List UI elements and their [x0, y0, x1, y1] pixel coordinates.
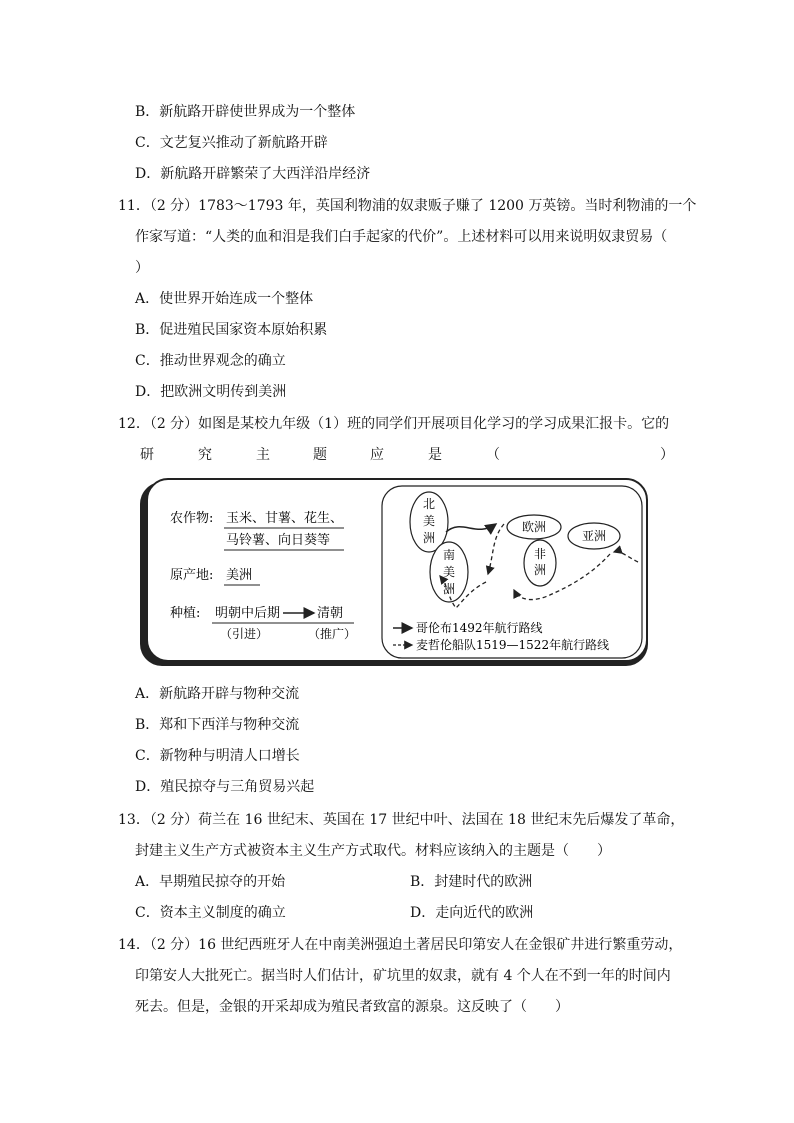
south-america-label-3: 洲 — [442, 582, 456, 596]
q12-stem-line1: 12．（2 分）如图是某校九年级（1）班的同学们开展项目化学习的学习成果汇报卡。它的 — [118, 416, 670, 432]
north-america-label-3: 洲 — [422, 531, 436, 545]
q12-spread-4: 题 — [313, 447, 327, 463]
q11-option-b: B．促进殖民国家资本原始积累 — [135, 322, 328, 338]
crops-label: 农作物: — [170, 511, 214, 526]
planting-label: 种植: — [170, 606, 201, 621]
q12-spread-8: ） — [660, 447, 674, 463]
q12-option-c: C．新物种与明清人口增长 — [135, 748, 300, 764]
north-america-label-2: 美 — [422, 514, 436, 528]
q13-option-a: A．早期殖民掠夺的开始 — [135, 874, 286, 890]
south-america-label-2: 美 — [442, 565, 456, 579]
q13-option-d: D．走向近代的欧洲 — [410, 905, 534, 921]
q11-stem-line2: 作家写道：“人类的血和泪是我们白手起家的代价”。上述材料可以用来说明奴隶贸易（ — [135, 229, 668, 245]
africa-label-1: 非 — [533, 547, 547, 561]
q12-option-a: A．新航路开辟与物种交流 — [135, 686, 300, 702]
legend-columbus: 哥伦布1492年航行路线 — [416, 621, 543, 635]
q11-option-a: A．使世界开始连成一个整体 — [135, 291, 314, 307]
q13-option-c: C．资本主义制度的确立 — [135, 905, 286, 921]
planting-from: 明朝中后期 — [215, 606, 281, 621]
columbus-route — [446, 524, 496, 532]
origin-label: 原产地: — [170, 568, 214, 583]
q12-spread-2: 究 — [198, 447, 212, 463]
q13-stem-line1: 13．（2 分）荷兰在 16 世纪末、英国在 17 世纪中叶、法国在 18 世纪末先后爆发了革命， — [118, 812, 685, 828]
planting-to-note: （推广） — [308, 627, 357, 641]
q10-option-b: B．新航路开辟使世界成为一个整体 — [135, 104, 356, 120]
q12-spread-1: 研 — [140, 447, 154, 463]
europe-label: 欧洲 — [521, 520, 547, 534]
q12-option-b: B．郑和下西洋与物种交流 — [135, 717, 300, 733]
q12-spread-6: 是 — [428, 447, 442, 463]
origin-value: 美洲 — [226, 568, 253, 583]
q11-option-d: D．把欧洲文明传到美洲 — [135, 384, 287, 400]
planting-to: 清朝 — [317, 606, 344, 621]
q13-stem-line2: 封建主义生产方式被资本主义生产方式取代。材料应该纳入的主题是（ ） — [135, 843, 611, 859]
q10-option-c: C．文艺复兴推动了新航路开辟 — [135, 135, 328, 151]
africa-label-2: 洲 — [533, 563, 547, 577]
q14-stem-line1: 14．（2 分）16 世纪西班牙人在中南美洲强迫土著居民印第安人在金银矿井进行繁重劳动， — [118, 937, 683, 953]
q10-option-d: D．新航路开辟繁荣了大西洋沿岸经济 — [135, 166, 371, 182]
asia-label: 亚洲 — [581, 529, 607, 543]
q12-spread-7: （ — [486, 447, 500, 463]
report-card — [140, 478, 652, 668]
legend-magellan: 麦哲伦船队1519—1522年航行路线 — [416, 638, 610, 652]
crops-line1: 玉米、甘薯、花生、 — [226, 511, 344, 526]
q14-stem-line2: 印第安人大批死亡。据当时人们估计，矿坑里的奴隶，就有 4 个人在不到一年的时间内 — [135, 968, 671, 984]
q12-spread-5: 应 — [370, 447, 384, 463]
magellan-route-pacific-entry — [614, 552, 638, 562]
south-america-label-1: 南 — [442, 548, 456, 562]
q13-option-b: B．封建时代的欧洲 — [410, 874, 533, 890]
crops-line2: 马铃薯、向日葵等 — [226, 533, 331, 548]
planting-from-note: （引进） — [220, 627, 269, 641]
q11-stem-line3: ） — [135, 260, 149, 276]
q11-stem-line1: 11．（2 分）1783～1793 年，英国利物浦的奴隶贩子赚了 1200 万英镑。当时利物浦的一个 — [118, 198, 697, 214]
q12-option-d: D．殖民掠夺与三角贸易兴起 — [135, 779, 315, 795]
north-america-label-1: 北 — [422, 497, 436, 511]
report-card-figure — [140, 478, 652, 668]
q12-spread-3: 主 — [256, 447, 270, 463]
magellan-route-atlantic — [488, 524, 504, 574]
q11-option-c: C．推动世界观念的确立 — [135, 353, 286, 369]
q14-stem-line3: 死去。但是，金银的开采却成为殖民者致富的源泉。这反映了（ ） — [135, 999, 569, 1015]
